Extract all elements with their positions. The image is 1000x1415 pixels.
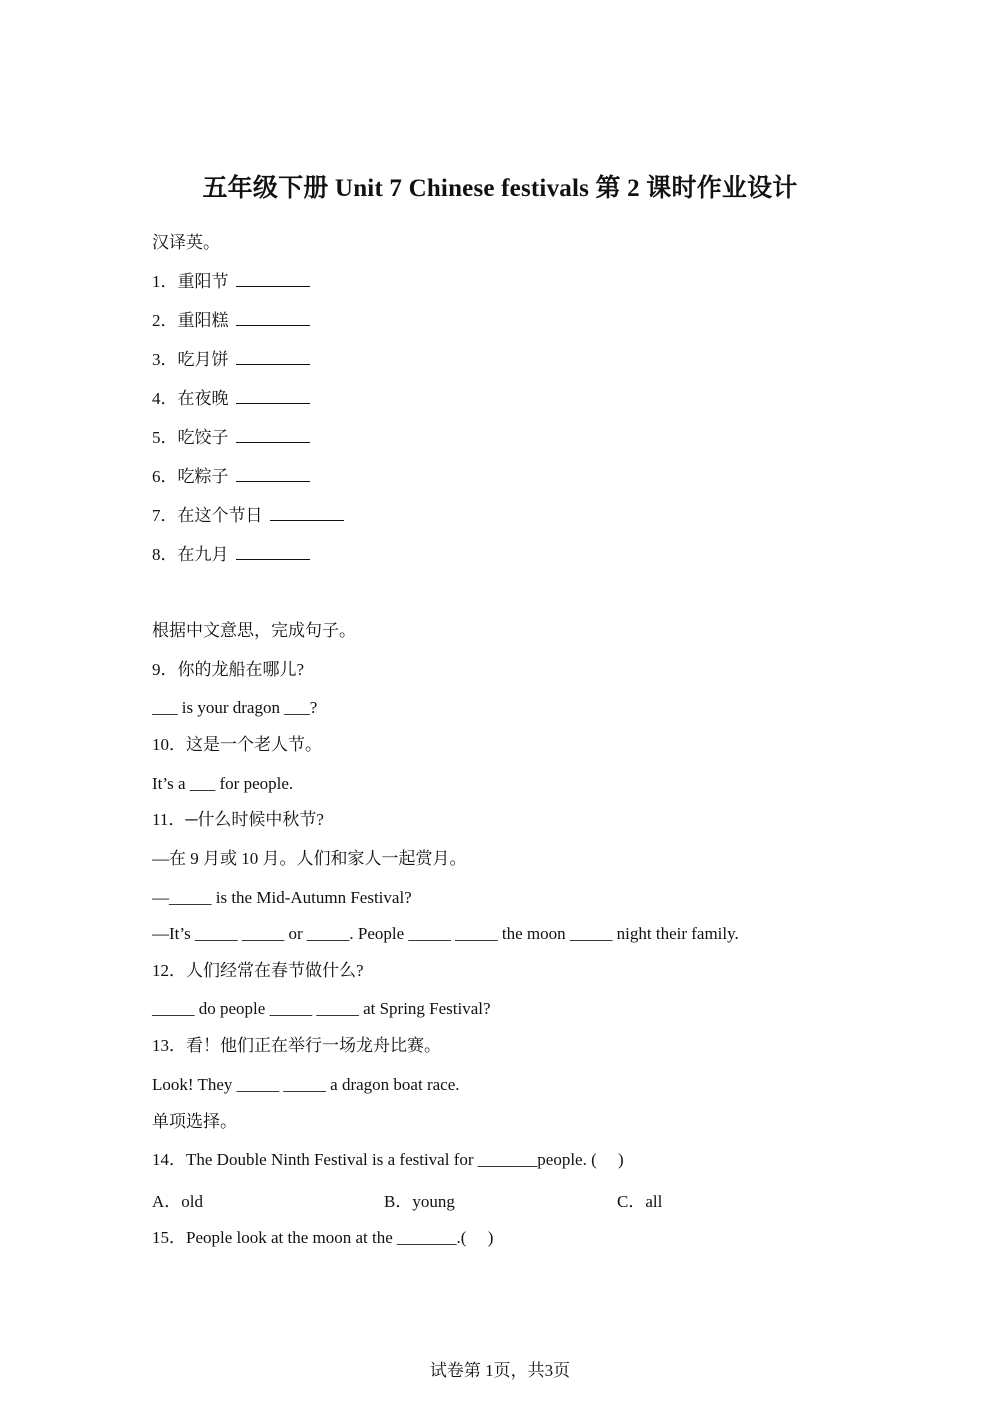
question-text: 1．重阳节 — [152, 272, 229, 291]
question-text: 5．吃饺子 — [152, 428, 229, 447]
question-text: 6．吃粽子 — [152, 467, 229, 486]
fill-in-sentence: _____ do people _____ _____ at Spring Festival? — [152, 999, 491, 1018]
question-prompt: 11．─什么时候中秋节? — [152, 810, 324, 829]
question-item — [152, 388, 310, 410]
question-prompt: 10．这是一个老人节。 — [152, 735, 322, 754]
question-text: 4．在夜晚 — [152, 389, 229, 408]
question-item — [152, 271, 310, 293]
question-15: 15．People look at the moon at the _______.( ) — [152, 1228, 494, 1247]
answer-blank[interactable] — [236, 427, 310, 443]
fill-in-sentence: —_____ is the Mid-Autumn Festival? — [152, 888, 412, 907]
section-heading-translate: 汉译英。 — [152, 233, 220, 252]
question-prompt: 9．你的龙船在哪儿? — [152, 660, 305, 679]
option-c[interactable]: C．all — [617, 1192, 663, 1211]
section-heading-complete: 根据中文意思，完成句子。 — [152, 621, 356, 640]
answer-blank[interactable] — [236, 544, 310, 560]
page-title: 五年级下册 Unit 7 Chinese festivals 第 2 课时作业设计 — [202, 175, 798, 202]
question-prompt: —在 9 月或 10 月。人们和家人一起赏月。 — [152, 849, 467, 868]
question-text: 3．吃月饼 — [152, 350, 229, 369]
question-text: 8．在九月 — [152, 545, 229, 564]
question-text: 2．重阳糕 — [152, 311, 229, 330]
fill-in-sentence: ___ is your dragon ___? — [152, 698, 318, 717]
question-item — [152, 544, 310, 566]
question-item — [152, 349, 310, 371]
option-a[interactable]: A．old — [152, 1192, 203, 1211]
question-14: 14．The Double Ninth Festival is a festival for _______people. ( ) — [152, 1150, 624, 1169]
question-item — [152, 505, 344, 527]
answer-blank[interactable] — [236, 310, 310, 326]
question-text: 7．在这个节日 — [152, 506, 263, 525]
section-heading-choice: 单项选择。 — [152, 1112, 237, 1131]
answer-blank[interactable] — [236, 349, 310, 365]
question-item — [152, 310, 310, 332]
answer-blank[interactable] — [236, 466, 310, 482]
question-prompt: 12．人们经常在春节做什么? — [152, 961, 364, 980]
question-item — [152, 466, 310, 488]
question-prompt: 13．看！他们正在举行一场龙舟比赛。 — [152, 1036, 441, 1055]
answer-blank[interactable] — [236, 271, 310, 287]
fill-in-sentence: It’s a ___ for people. — [152, 774, 294, 793]
page-footer: 试卷第 1页，共3页 — [429, 1361, 571, 1380]
question-item — [152, 427, 310, 449]
fill-in-sentence: —It’s _____ _____ or _____. People _____ _____ the moon _____ night their family. — [152, 924, 739, 943]
answer-blank[interactable] — [236, 388, 310, 404]
fill-in-sentence: Look! They _____ _____ a dragon boat race. — [152, 1075, 460, 1094]
option-b[interactable]: B．young — [384, 1192, 455, 1211]
answer-blank[interactable] — [270, 505, 344, 521]
